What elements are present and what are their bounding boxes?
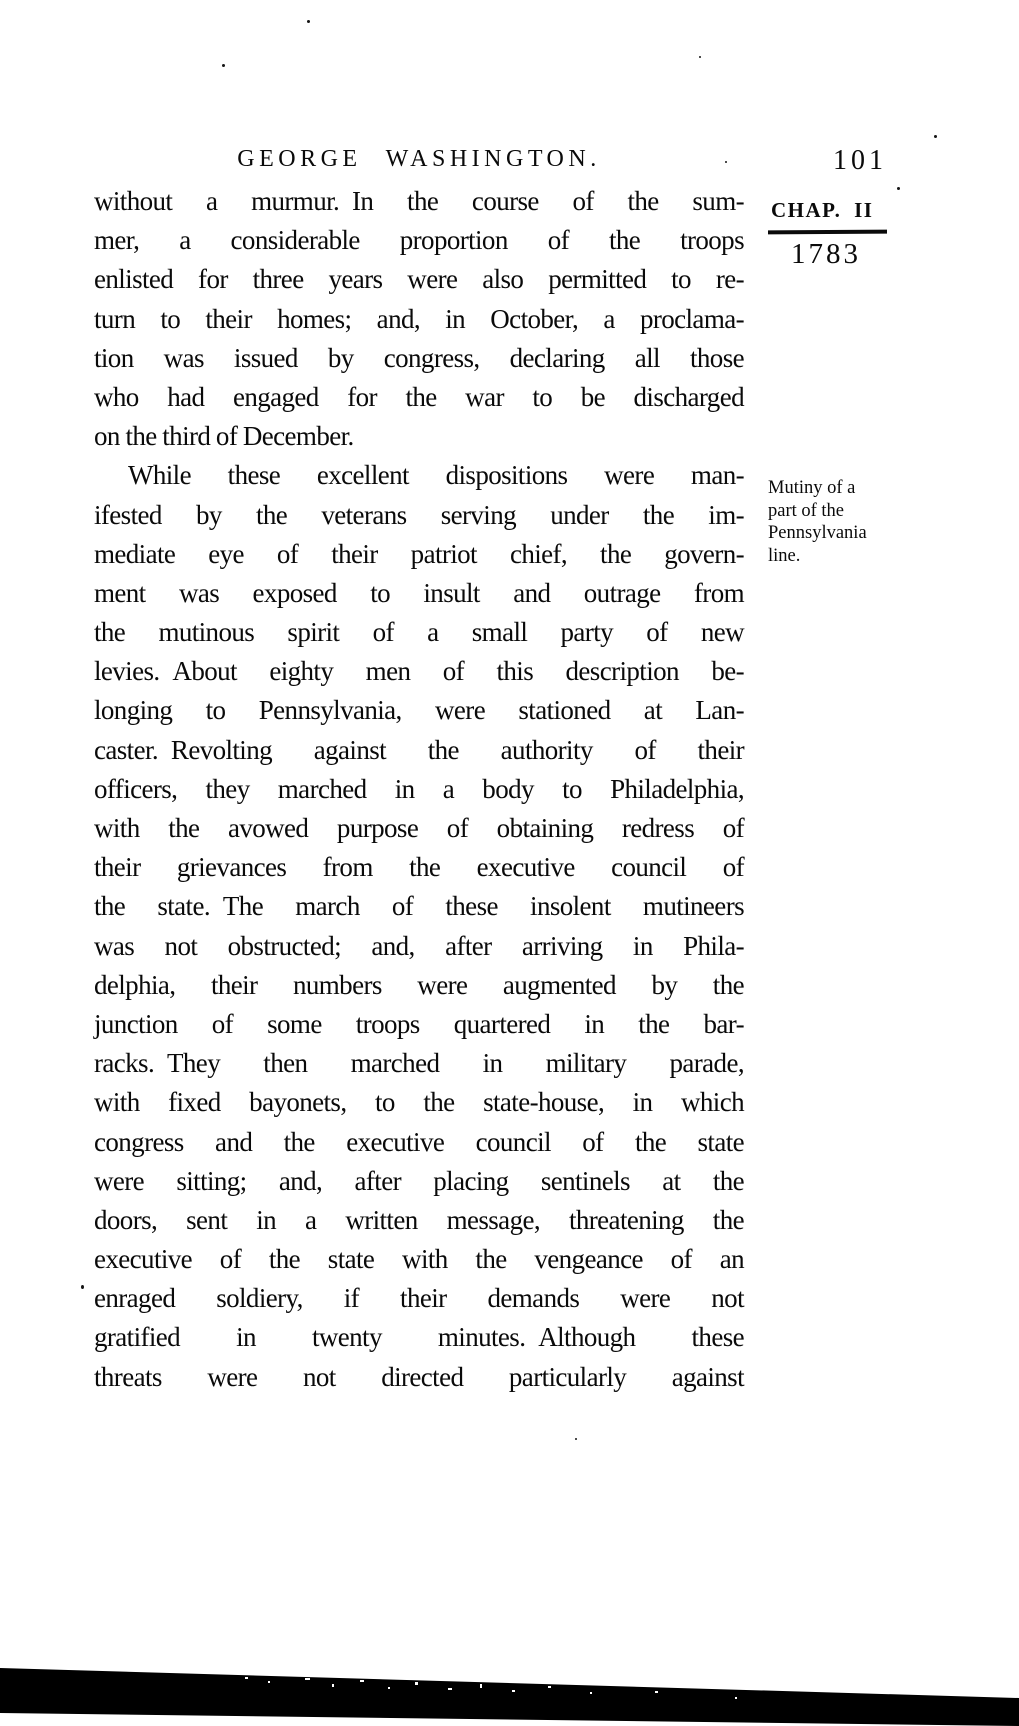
side-note-line: part of the [768,500,845,521]
chapter-rule-divider [768,230,887,235]
body-text-line: were sitting; and, after placing sentinels at the [94,1165,744,1196]
scan-noise [388,1687,390,1689]
body-text-line: While these excellent dispositions were man- [128,460,744,491]
scan-noise [548,1686,551,1688]
body-text-line: executive of the state with the vengeance of an [94,1244,744,1275]
body-text-line: mer, a considerable proportion of the troops [94,225,744,256]
chapter-label: CHAP. II [771,198,874,222]
scan-noise [268,1681,270,1683]
scan-speck [81,1285,84,1289]
body-text-line: turn to their homes; and, in October, a proclama- [94,303,744,334]
body-text-line: junction of some troops quartered in the bar- [94,1008,744,1039]
scan-noise [512,1690,515,1692]
body-text-line: enlisted for three years were also permitted to re- [94,264,744,295]
side-note-line: Mutiny of a [768,478,856,498]
scan-noise [735,1697,737,1699]
scan-noise [245,1677,248,1679]
body-text-line: without a murmur. In the course of the sum- [94,186,744,216]
body-text-line: with the avowed purpose of obtaining redress of [94,813,744,843]
body-text-line: was not obstructed; and, after arriving in Phila- [94,930,744,961]
scan-speck [897,187,900,190]
scan-noise [415,1682,418,1685]
scan-speck [725,161,727,163]
scan-speck [934,135,937,138]
body-text-line: caster. Revolting against the authority of their [94,734,744,765]
body-text-line: officers, they marched in a body to Philadelphia, [94,773,744,804]
body-text-line: the mutinous spirit of a small party of new [94,617,744,648]
body-text-line: ifested by the veterans serving under the im- [94,499,744,530]
body-text-line: ment was exposed to insult and outrage from [94,577,744,608]
body-text-line: mediate eye of their patriot chief, the govern- [94,538,744,569]
body-text-line: with fixed bayonets, to the state-house, in which [94,1087,744,1118]
scan-artifact-band [0,1660,1019,1726]
body-text-line: the state. The march of these insolent mutineers [94,891,744,922]
body-text-line: threats were not directed particularly against [94,1361,744,1392]
body-text-line: tion was issued by congress, declaring all those [94,342,744,373]
scan-noise [480,1684,482,1688]
side-note-line: line. [768,545,801,566]
body-text-line: congress and the executive council of the state [94,1126,744,1157]
page-number: 101 [833,145,887,176]
body-text-line: gratified in twenty minutes. Although these [94,1322,744,1353]
year-marginal: 1783 [791,238,861,270]
body-text-line: who had engaged for the war to be discharged [94,381,744,412]
body-text-line: levies. About eighty men of this description be- [94,656,744,687]
scan-noise [590,1692,592,1694]
scan-speck [307,20,310,23]
scan-noise [655,1691,658,1693]
running-header-title: GEORGE WASHINGTON. [237,146,601,172]
body-text-line: enraged soldiery, if their demands were not [94,1283,744,1314]
scan-speck [699,56,701,58]
body-text-column [94,182,744,1397]
scan-noise [305,1678,310,1680]
body-text-line: longing to Pennsylvania, were stationed at Lan- [94,695,744,726]
scan-noise [360,1680,364,1682]
scan-noise [332,1684,334,1687]
body-text-line: their grievances from the executive council of [94,852,744,883]
scan-speck [575,1438,577,1440]
body-text-line: doors, sent in a written message, threatening the [94,1204,744,1235]
scan-noise [448,1688,452,1690]
body-text-line: on the third of December. [94,421,354,452]
side-note-mutiny [768,477,880,567]
body-text-line: racks. They then marched in military parade, [94,1048,744,1079]
side-note-line: Pennsylvania [768,523,867,543]
body-text-line: delphia, their numbers were augmented by the [94,969,744,1000]
scan-speck [222,64,225,67]
